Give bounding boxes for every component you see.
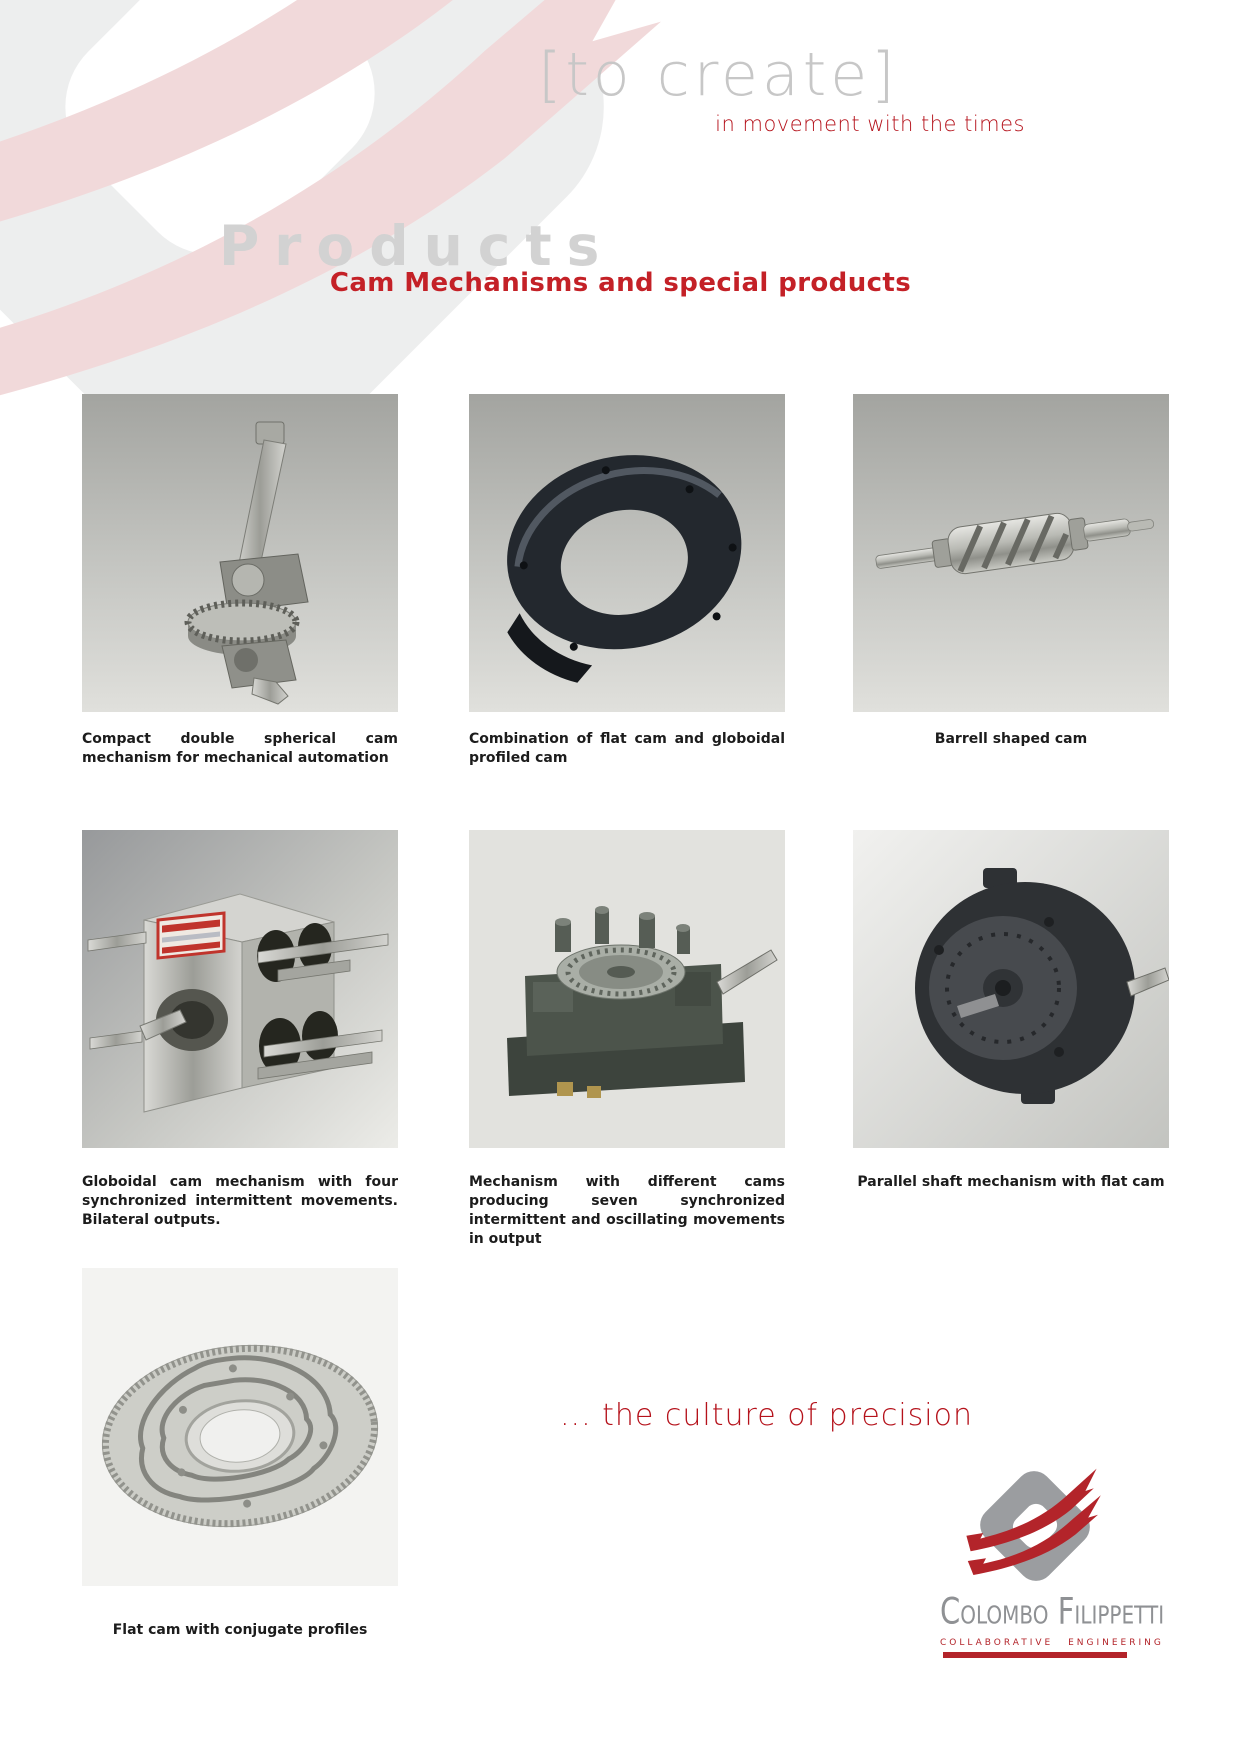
product-card	[469, 394, 785, 768]
company-logo-name: Colombo Filippetti	[940, 1589, 1165, 1632]
brand-subtagline: in movement with the times	[715, 112, 1025, 136]
photo-flat-cam-conjugate	[82, 1268, 398, 1586]
section-title: Cam Mechanisms and special products	[329, 268, 912, 298]
company-logo-subtitle: COLLABORATIVE ENGINEERING	[940, 1638, 1164, 1648]
photo-barrel-shaped-cam	[853, 394, 1169, 712]
products-watermark-title: Products	[219, 214, 615, 278]
product-card	[82, 830, 398, 1230]
photo-parallel-shaft-mechanism	[853, 830, 1169, 1148]
product-caption: Combination of flat cam and globoidal profiled cam	[469, 731, 785, 766]
company-logo	[940, 1456, 1165, 1658]
product-card	[853, 394, 1169, 749]
product-caption: Barrell shaped cam	[934, 731, 1088, 747]
product-caption: Globoidal cam mechanism with four synchronized intermittent movements. Bilateral outputs.	[82, 1174, 398, 1228]
footer-tagline: ... the culture of precision	[560, 1398, 973, 1433]
logo-red-bar	[943, 1652, 1127, 1658]
photo-multi-cam-mechanism	[469, 830, 785, 1148]
product-caption: Parallel shaft mechanism with flat cam	[857, 1174, 1165, 1190]
product-caption: Flat cam with conjugate profiles	[112, 1622, 368, 1638]
product-card	[853, 830, 1169, 1192]
photo-double-spherical-cam	[82, 394, 398, 712]
photo-flat-globoidal-cam-ring	[469, 394, 785, 712]
brand-tagline: [to create]	[538, 40, 899, 110]
product-card	[82, 1268, 398, 1640]
company-logo-icon	[960, 1456, 1110, 1596]
product-card	[469, 830, 785, 1249]
product-card	[82, 394, 398, 768]
photo-globoidal-cam-gearbox	[82, 830, 398, 1148]
product-caption: Compact double spherical cam mechanism for mechanical automation	[82, 731, 398, 766]
product-caption: Mechanism with different cams producing seven synchronized intermittent and oscillating movements in output	[469, 1174, 785, 1247]
